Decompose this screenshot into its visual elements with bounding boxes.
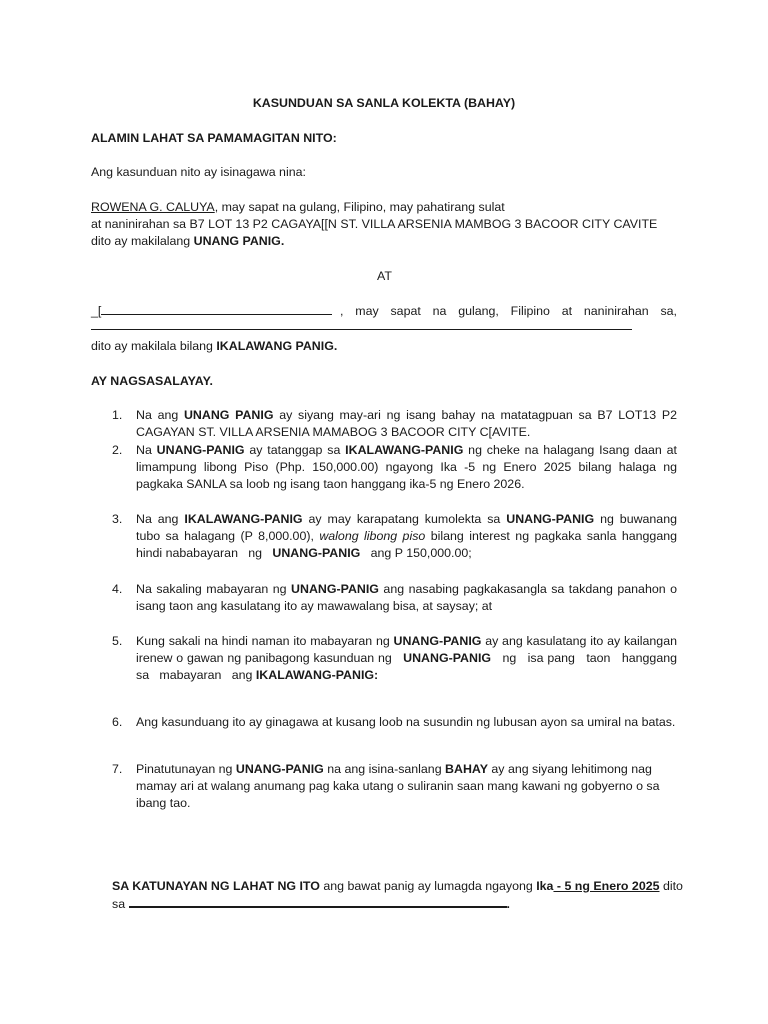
item-7-number: 7. (112, 762, 123, 776)
closing-date: - 5 ng Enero 2025 (553, 879, 660, 893)
item-3-line-2: tubo sa halagang (P 8,000.00), walong libong piso bilang interest ng pagkaka sanla hanggang (136, 529, 677, 543)
item-5-line-1: Kung sakali na hindi naman ito mabayaran ng UNANG-PANIG ay ang kasulatang ito ay kailangan (136, 634, 677, 648)
item-1-line-2: CAGAYAN ST. VILLA ARSENIA MAMABOG 3 BACOOR CITY C[AVITE. (136, 425, 531, 439)
item-6-line-1: Ang kasunduang ito ay ginagawa at kusang loob na susundin ng lubusan ayon sa umiral na batas. (136, 715, 676, 729)
item-4-number: 4. (112, 582, 123, 596)
party2-role: IKALAWANG PANIG. (216, 339, 338, 353)
party1-role: UNANG PANIG. (193, 234, 285, 248)
intro-text: Ang kasunduan nito ay isinagawa nina: (91, 165, 306, 179)
party2-line1: _[ (91, 303, 332, 320)
item-6-number: 6. (112, 715, 123, 729)
item-7-line-1: Pinatutunayan ng UNANG-PANIG na ang isina-sanlang BAHAY ay ang siyang lehitimong nag (136, 762, 652, 776)
at-separator: AT (377, 269, 392, 283)
item-1-number: 1. (112, 408, 123, 422)
item-5-line-2: irenew o gawan ng panibagong kasunduan ng UNANG-PANIG ng isa pang taon hanggang (136, 651, 677, 665)
section-heading: ALAMIN LAHAT SA PAMAMAGITAN NITO: (91, 131, 337, 145)
document-title: KASUNDUAN SA SANLA KOLEKTA (BAHAY) (252, 96, 516, 110)
party2-line1-rest: , may sapat na gulang, Filipino at naninirahan sa, (340, 304, 677, 318)
item-7-line-3: ibang tao. (136, 796, 191, 810)
party1-role-line: dito ay makilalang UNANG PANIG. (91, 234, 285, 248)
party1-name: ROWENA G. CALUYA (91, 200, 215, 214)
closing-line-1: SA KATUNAYAN NG LAHAT NG ITO ang bawat panig ay lumagda ngayong Ika - 5 ng Enero 2025 dito (112, 879, 683, 893)
item-3-number: 3. (112, 512, 123, 526)
item-1-line-1: Na ang UNANG PANIG ay siyang may-ari ng isang bahay na matatagpuan sa B7 LOT13 P2 (136, 408, 677, 422)
item-4-line-2: isang taon ang kasulatang ito ay mawawalang bisa, at saysay; at (136, 599, 493, 613)
item-5-number: 5. (112, 634, 123, 648)
party1-line1: ROWENA G. CALUYA, may sapat na gulang, Filipino, may pahatirang sulat (91, 200, 505, 214)
item-2-line-3: pagkaka SANLA sa loob ng isang taon hanggang ika-5 ng Enero 2026. (136, 477, 525, 491)
item-2-number: 2. (112, 443, 123, 457)
party2-name-blank (101, 303, 332, 315)
closing-line-2: sa . (112, 897, 510, 911)
item-5-line-3: sa mabayaran ang IKALAWANG-PANIG: (136, 668, 379, 682)
place-blank (129, 895, 507, 908)
item-4-line-1: Na sakaling mabayaran ng UNANG-PANIG ang nasabing pagkakasangla sa takdang panahon o (136, 582, 678, 596)
party1-address: at naninirahan sa B7 LOT 13 P2 CAGAYA[[N ST. VILLA ARSENIA MAMBOG 3 BACOOR CITY CAVITE (91, 217, 658, 231)
item-2-line-2: limampung libong Piso (Php. 150,000.00) ngayong Ika -5 ng Enero 2025 bilang halaga ng (136, 460, 677, 474)
item-2-line-1: Na UNANG-PANIG ay tatanggap sa IKALAWANG-PANIG ng cheke na halagang Isang daan at (136, 443, 677, 457)
item-7-line-2: mamay ari at walang anumang pag kaka utang o suliranin saan mang kawani ng gobyerno o sa (136, 779, 660, 793)
nagsasalayay-heading: AY NAGSASALAYAY. (91, 374, 213, 388)
party2-role-line: dito ay makilala bilang IKALAWANG PANIG. (91, 339, 338, 353)
item-3-line-1: Na ang IKALAWANG-PANIG ay may karapatang kumolekta sa UNANG-PANIG ng buwanang (136, 512, 677, 526)
party2-address-blank (91, 318, 632, 330)
item-3-line-3: hindi nababayaran ng UNANG-PANIG ang P 150,000.00; (136, 546, 472, 560)
